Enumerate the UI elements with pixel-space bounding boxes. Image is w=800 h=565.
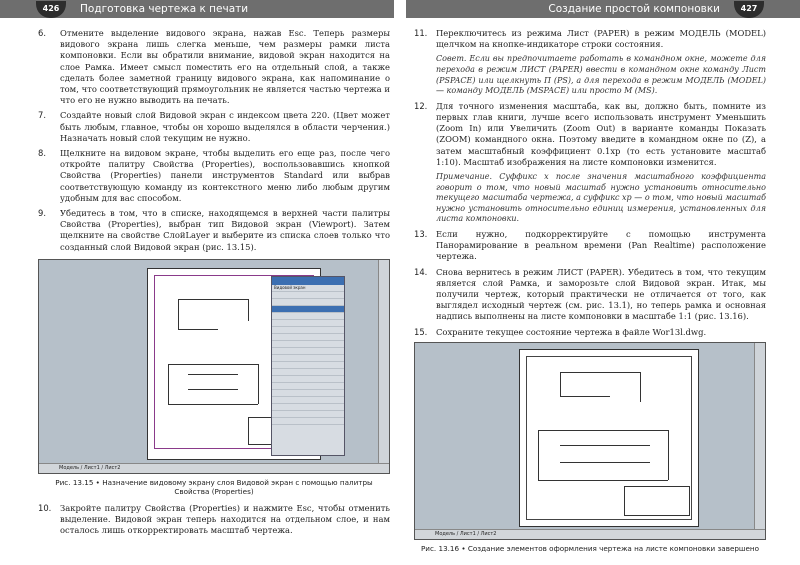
right-page <box>414 28 766 559</box>
step-9 <box>38 208 390 253</box>
step-number: 12. <box>414 100 428 111</box>
step-text: Сохраните текущее состояние чертежа в файле Wor13l.dwg. <box>436 326 707 337</box>
figure-13-16-screenshot <box>414 342 766 540</box>
left-page <box>38 28 390 540</box>
step-12 <box>414 101 766 168</box>
left-page-number: 426 <box>36 1 66 18</box>
left-steps-list <box>38 28 390 253</box>
step-text: Закройте палитру Свойства (Properties) и нажмите Esc, чтобы отменить выделение. Видовой экран теперь находится на отдельном слое, и нам осталось лишь откорректировать масштаб чертежа. <box>60 502 390 536</box>
layout-tabs[interactable]: Модель / Лист1 / Лист2 <box>415 529 765 539</box>
right-page-header <box>406 0 800 18</box>
step-14 <box>414 267 766 323</box>
step-number: 8. <box>38 148 46 159</box>
step-number: 9. <box>38 208 46 219</box>
step-text: Снова вернитесь в режим ЛИСТ (PAPER). Убедитесь в том, что текущим является слой Рамка, и заморозьте слой Видовой экран. Итак, мы получили чертеж, который практически не отличается от того, как выглядел исходный чертеж (см. рис. 13.1), но теперь рамка и основная надпись выполнены на листе компоновки в масштабе 1:1 (рис. 13.16). <box>436 266 766 322</box>
step-7 <box>38 110 390 144</box>
step-text: Создайте новый слой Видовой экран с индексом цвета 220. (Цвет может быть любым, главное, чтобы он хорошо выделялся в области черчения.) Назначать новый слой текущим не нужно. <box>60 110 390 143</box>
step-text: Для точного изменения масштаба, как вы, должно быть, помните из первых глав книги, лучше всего использовать инструмент Уменьшить (Zoom In) или Увеличить (Zoom Out) в варианте команды Показать (ZOOM) командного окна. Поэтому введите в командном окне по (Z), а затем масштабный коэффициент 0.1xp (то есть установите масштаб 1:10). Масштаб изображения на листе компоновки изменится. <box>436 100 766 167</box>
layout-tabs[interactable]: Модель / Лист1 / Лист2 <box>39 463 389 473</box>
step-6 <box>38 28 390 106</box>
vertical-toolbar <box>378 260 389 473</box>
step-number: 14. <box>414 266 428 277</box>
step-text: Переключитесь из режима Лист (PAPER) в режим МОДЕЛЬ (MODEL) щелчком на кнопке-индикаторе строки состояния. <box>436 28 766 50</box>
step-number: 7. <box>38 110 46 121</box>
step-number: 15. <box>414 326 428 337</box>
left-running-title: Подготовка чертежа к печати <box>80 3 249 15</box>
vertical-toolbar <box>754 343 765 539</box>
step-number: 6. <box>38 28 46 38</box>
left-page-header <box>0 0 394 18</box>
properties-palette[interactable] <box>271 276 345 456</box>
step-11 <box>414 28 766 50</box>
step-15 <box>414 327 766 338</box>
step-text: Щелкните на видовом экране, чтобы выделить его еще раз, после чего откройте палитру Свойства (Properties), воспользовавшись кнопкой Свойства (Properties) панели инструментов Standard или выбрав соответствующую команду из контекстного меню либо любым другим удобным для вас способом. <box>60 148 390 203</box>
step-text: Если нужно, подкорректируйте с помощью инструмента Панорамирование в реальном времени (Pan Realtime) расположение чертежа. <box>436 228 766 262</box>
remark-note: Примечание. Суффикс x после значения масштабного коэффициента говорит о том, что новый масштаб нужно установить относительно текущего масштаба чертежа, а суффикс xp — о том, что новый масштаб нужно установить относительно единиц измерения, установленных для листа компоновки. <box>436 172 766 224</box>
step-text: Отмените выделение видового экрана, нажав Esc. Теперь размеры видового экрана лишь слегка меньше, чем размеры рамки листа компоновки. Если вы обратили внимание, видовой экран находится на слое Рамка. Имеет смысл поместить его на отдельный слой, а также сделать более заметной границу видового экрана, как напоминание о том, что соответствующий прямоугольник не является частью чертежа и что его не нужно выводить на печать. <box>60 28 390 106</box>
right-running-title: Создание простой компоновки <box>548 3 720 15</box>
step-number: 11. <box>414 28 428 38</box>
title-block <box>624 486 690 516</box>
figure-13-16-caption: Рис. 13.16 • Создание элементов оформления чертежа на листе компоновки завершено <box>420 543 760 553</box>
step-number: 10. <box>38 502 52 513</box>
step-8 <box>38 148 390 204</box>
step-text: Убедитесь в том, что в списке, находящемся в верхней части палитры Свойства (Properties), выбран тип Видовой экран (Viewport). Затем щелкните на свойстве СлойLayer и выберите из списка слоев только что созданный слой Видовой экран (рис. 13.15). <box>60 208 390 252</box>
tip-note: Совет. Если вы предпочитаете работать в командном окне, можете для перехода в режим ЛИСТ (PAPER) ввести в командном окне команду Лист (PSPACE) или щелкнуть П (PS), а для перехода в режим МОДЕЛЬ (MODEL) — команду МОДЕЛЬ (MSPACE) или просто М (MS). <box>436 54 766 96</box>
step-13 <box>414 229 766 263</box>
palette-selected-type[interactable]: Видовой экран <box>272 285 344 292</box>
step-10 <box>38 503 390 537</box>
figure-13-15-caption: Рис. 13.15 • Назначение видовому экрану слоя Видовой экран с помощью палитры Свойства (Properties) <box>55 477 373 497</box>
right-page-number: 427 <box>734 1 764 18</box>
figure-13-15-screenshot <box>38 259 390 474</box>
step-number: 13. <box>414 228 428 239</box>
layout-sheet <box>519 349 699 527</box>
